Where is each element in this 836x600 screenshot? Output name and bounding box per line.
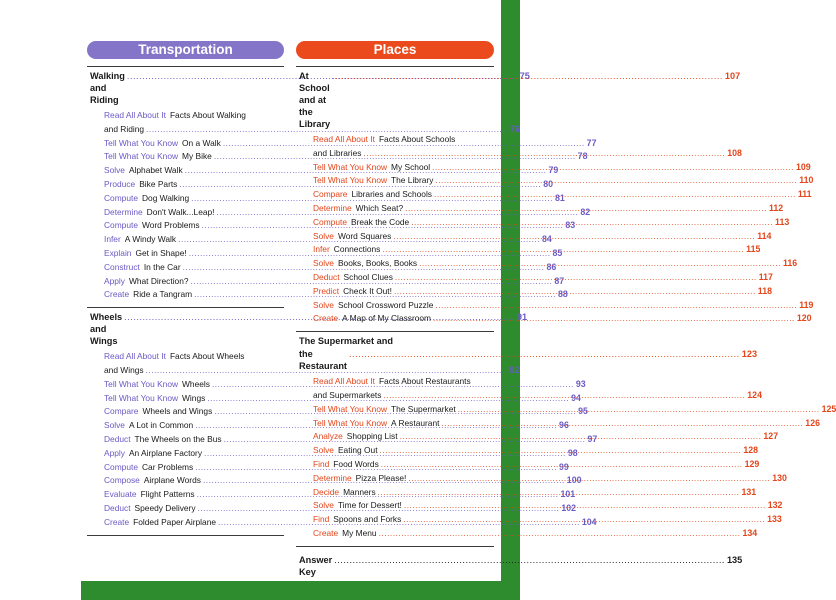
entry-page: 88 — [557, 289, 568, 300]
entry-skill: Deduct — [313, 271, 340, 282]
entry-skill: Solve — [313, 445, 334, 456]
entry-title: Check It Out! — [343, 285, 392, 296]
entry-title: My Menu — [342, 527, 377, 538]
entry-skill: Apply — [104, 447, 125, 458]
entry-skill: Create — [104, 516, 130, 527]
entry-page: 111 — [797, 189, 812, 200]
leader-dots — [332, 70, 723, 82]
entry-title: The Supermarket — [391, 403, 456, 414]
leader-dots — [349, 348, 740, 360]
entry-page: 83 — [565, 220, 576, 231]
entry-title: Word Squares — [337, 230, 392, 241]
entry-title: Manners — [343, 486, 376, 497]
entry-title: Get in Shape! — [135, 247, 187, 258]
entry-page: 80 — [543, 178, 554, 189]
entry-title: My School — [391, 161, 431, 172]
answer-key-row[interactable] — [296, 547, 743, 580]
entry-skill: Tell What You Know — [104, 137, 179, 148]
leader-dots — [408, 472, 770, 486]
entry-page: 100 — [566, 475, 582, 486]
entry-skill: Solve — [104, 420, 125, 431]
entry-skill: Solve — [104, 165, 125, 176]
entry-title: In the Car — [143, 261, 181, 272]
entry-title: Ride a Tangram — [133, 289, 193, 300]
entry-skill: Tell What You Know — [313, 417, 388, 428]
entry-skill: Tell What You Know — [313, 403, 388, 414]
entry-page: 104 — [581, 516, 597, 527]
entry-title: On a Walk — [182, 137, 221, 148]
entry-page: 133 — [767, 514, 782, 525]
entry-skill: Tell What You Know — [104, 151, 179, 162]
entry-skill: Compute — [313, 216, 347, 227]
entry-page: 126 — [805, 417, 820, 428]
entry-page: 109 — [795, 161, 811, 172]
entry-page: 130 — [772, 472, 787, 483]
leader-dots — [393, 230, 755, 244]
places-header: Places — [296, 41, 494, 59]
section-page: 91 — [516, 312, 528, 323]
leader-dots — [441, 417, 803, 431]
entry-page: 129 — [744, 458, 760, 469]
entry-skill: Evaluate — [104, 489, 137, 500]
entry-title: Facts About Restaurants — [378, 376, 471, 387]
leader-dots — [435, 299, 797, 313]
entry-page: 99 — [559, 461, 569, 472]
entry-skill: Solve — [313, 299, 334, 310]
entry-skill: Deduct — [104, 433, 131, 444]
entry-skill: Compute — [104, 220, 138, 231]
entry-page: 115 — [746, 244, 761, 255]
entry-page: 81 — [555, 192, 565, 203]
leader-dots — [381, 458, 743, 472]
entry-page: 97 — [587, 433, 598, 444]
leader-dots — [334, 554, 725, 566]
toc-entry[interactable] — [313, 527, 758, 541]
section-page: 75 — [519, 71, 530, 81]
entry-page: 119 — [799, 299, 814, 310]
entry-skill: Compare — [313, 189, 348, 200]
entry-page: 110 — [799, 175, 814, 186]
entry-title: Facts About Walking — [169, 110, 246, 120]
entry-title: Don't Walk...Leap! — [146, 206, 215, 217]
entry-skill: Compose — [104, 475, 140, 486]
leader-dots — [403, 513, 765, 527]
entry-skill: Determine — [104, 206, 143, 217]
entry-title: Flight Patterns — [140, 489, 195, 500]
leader-dots — [404, 499, 766, 513]
entry-title: Folded Paper Airplane — [133, 516, 217, 527]
leader-dots — [434, 188, 796, 202]
entry-title: Airplane Words — [143, 475, 201, 486]
entry-skill: Solve — [313, 500, 334, 511]
entry-page: 112 — [768, 202, 784, 213]
entry-page: 120 — [796, 313, 812, 324]
leader-dots — [382, 243, 744, 257]
entry-title: Facts About Schools — [378, 134, 456, 144]
answer-key-page: 135 — [726, 554, 743, 565]
entry-skill: Create — [313, 527, 339, 538]
entry-title: Break the Code — [350, 216, 410, 227]
entry-title: Alphabet Walk — [128, 165, 183, 176]
answer-key-title: Answer Key — [299, 554, 333, 577]
entry-title: Bike Parts — [139, 178, 178, 189]
entry-page: 134 — [742, 527, 758, 538]
entry-title: What Direction? — [128, 275, 189, 286]
entry-title: Speedy Delivery — [134, 502, 196, 513]
entry-skill: Compute — [104, 461, 138, 472]
leader-dots — [395, 271, 757, 285]
entry-page: 94 — [571, 392, 581, 403]
entry-skill: Apply — [104, 275, 125, 286]
leader-dots — [433, 312, 795, 326]
section-page: 123 — [741, 349, 758, 360]
entry-title: Which Seat? — [355, 202, 404, 213]
leader-dots — [435, 174, 797, 188]
entry-page: 92 — [509, 364, 520, 375]
toc-entry[interactable] — [313, 299, 814, 313]
leader-dots — [400, 430, 762, 444]
entry-skill: Read All About It — [313, 376, 375, 387]
entry-title: Word Problems — [141, 220, 200, 231]
entry-page: 96 — [559, 420, 569, 431]
leader-dots — [405, 202, 767, 216]
entry-title: A Map of My Classroom — [342, 313, 432, 324]
entry-title: A Restaurant — [391, 417, 440, 428]
leader-dots — [419, 257, 781, 271]
entry-skill: Deduct — [104, 502, 131, 513]
entry-skill: Explain — [104, 247, 132, 258]
leader-dots — [458, 403, 820, 417]
entry-page: 124 — [747, 389, 762, 400]
entry-skill: Determine — [313, 472, 352, 483]
entry-skill: Infer — [313, 244, 330, 255]
entry-skill: Compute — [104, 192, 138, 203]
section-page: 107 — [724, 71, 741, 81]
entry-page: 116 — [782, 258, 798, 269]
entry-title: A Windy Walk — [124, 234, 177, 245]
entry-skill: Tell What You Know — [313, 161, 388, 172]
entry-title: Car Problems — [141, 461, 194, 472]
entry-skill: Produce — [104, 178, 136, 189]
entry-page: 108 — [727, 147, 742, 158]
entry-skill: Create — [104, 289, 130, 300]
entry-skill: Find — [313, 514, 330, 525]
entry-page: 93 — [575, 378, 586, 389]
entry-title: Dog Walking — [141, 192, 190, 203]
entry-page: 114 — [757, 230, 772, 241]
entry-page: 102 — [561, 502, 577, 513]
entry-title-cont: and Wings — [104, 364, 144, 375]
leader-dots — [432, 161, 794, 175]
entry-title: Pizza Please! — [355, 472, 407, 483]
entry-page: 127 — [763, 431, 779, 442]
entry-skill: Tell What You Know — [104, 392, 179, 403]
entry-page: 76 — [509, 123, 520, 134]
entry-title: School Crossword Puzzle — [337, 299, 434, 310]
entry-title: School Clues — [343, 271, 393, 282]
entry-skill: Read All About It — [313, 134, 375, 144]
leader-dots — [363, 147, 725, 161]
section-title-line1: The Supermarket and — [299, 336, 393, 347]
entry-title: The Wheels on the Bus — [134, 433, 222, 444]
entry-page: 132 — [767, 500, 783, 511]
entry-page: 95 — [578, 406, 588, 417]
entry-page: 79 — [548, 165, 559, 176]
entry-title: Spoons and Forks — [333, 514, 402, 525]
leader-dots — [383, 389, 745, 403]
entry-skill: Solve — [313, 258, 334, 269]
entry-title: Wheels and Wings — [142, 406, 213, 417]
entry-title: A Lot in Common — [128, 420, 194, 431]
entry-title: Connections — [333, 244, 381, 255]
entry-skill: Determine — [313, 202, 352, 213]
entry-title: Eating Out — [337, 445, 378, 456]
entry-skill: Analyze — [313, 431, 343, 442]
leader-dots — [394, 285, 756, 299]
entry-skill: Decide — [313, 486, 340, 497]
entry-skill: Read All About It — [104, 351, 166, 362]
leader-dots — [411, 216, 773, 230]
entry-title: Wheels — [182, 378, 210, 389]
entry-skill: Tell What You Know — [104, 378, 179, 389]
entry-page: 85 — [552, 247, 563, 258]
entry-skill: Construct — [104, 261, 140, 272]
entry-title-cont: and Riding — [104, 123, 145, 134]
entry-page: 128 — [743, 445, 759, 456]
entry-page: 131 — [741, 486, 757, 497]
entry-skill: Predict — [313, 285, 340, 296]
entry-page: 87 — [554, 275, 565, 286]
toc-entry[interactable] — [104, 109, 520, 137]
entry-skill: Solve — [313, 230, 334, 241]
section-title: Walking and Riding — [90, 71, 125, 105]
entry-page: 125 — [821, 403, 836, 414]
section-title: At School and at the Library — [299, 71, 331, 129]
entry-title: Books, Books, Books — [337, 258, 418, 269]
entry-title: The Library — [391, 175, 434, 186]
entry-page: 118 — [757, 285, 772, 296]
entry-skill: Compare — [104, 406, 139, 417]
entry-page: 86 — [546, 261, 557, 272]
entry-title: Wings — [182, 392, 206, 403]
entry-title: Food Words — [333, 458, 379, 469]
entry-page: 84 — [541, 234, 552, 245]
transportation-header: Transportation — [87, 41, 284, 59]
entry-skill: Infer — [104, 234, 121, 245]
section-title: Wheels and Wings — [90, 312, 123, 347]
entry-page: 78 — [577, 151, 588, 162]
entry-title-cont: and Libraries — [313, 147, 362, 158]
contents-page — [81, 0, 836, 581]
entry-page: 98 — [567, 447, 578, 458]
entry-title: My Bike — [182, 151, 212, 162]
entry-skill: Tell What You Know — [313, 175, 388, 186]
entry-page: 77 — [586, 137, 597, 148]
entry-page: 101 — [560, 489, 576, 500]
entry-title: Libraries and Schools — [351, 189, 432, 200]
entry-title-cont: and Supermarkets — [313, 389, 382, 400]
entry-page: 113 — [775, 216, 790, 227]
leader-dots — [379, 527, 741, 541]
entry-title: Shopping List — [346, 431, 398, 442]
entry-skill: Find — [313, 458, 330, 469]
leader-dots — [378, 486, 740, 500]
section-title-line2: the Restaurant — [299, 349, 347, 372]
entry-skill: Read All About It — [104, 110, 166, 120]
entry-page: 82 — [580, 206, 591, 217]
entry-title: Facts About Wheels — [169, 351, 245, 362]
entry-title: An Airplane Factory — [128, 447, 203, 458]
entry-title: Time for Dessert! — [337, 500, 402, 511]
leader-dots — [380, 444, 742, 458]
entry-page: 117 — [758, 271, 773, 282]
entry-skill: Create — [313, 313, 339, 324]
